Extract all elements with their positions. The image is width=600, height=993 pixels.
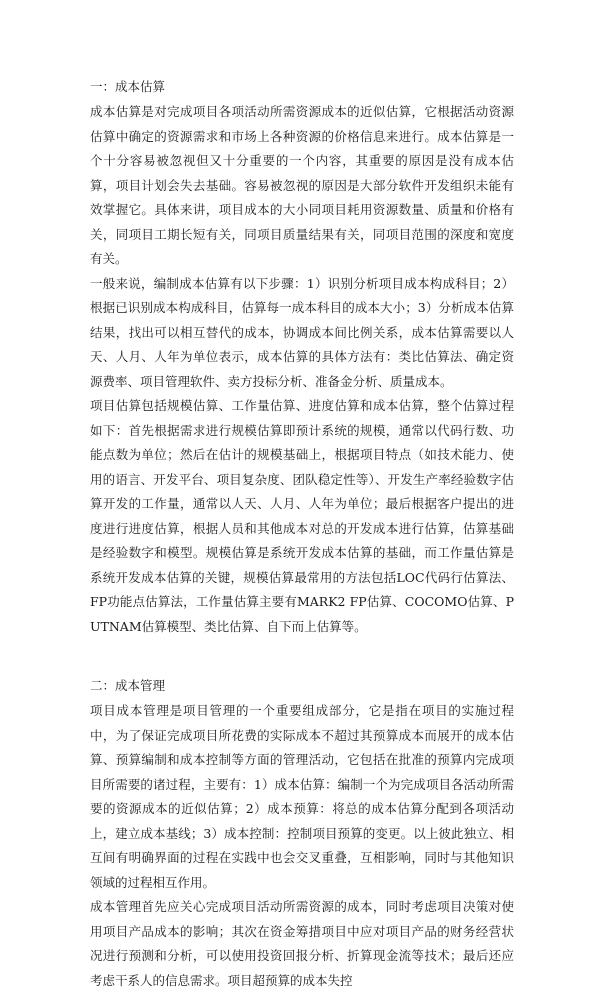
- section-divider-space: [90, 639, 514, 675]
- section-heading-cost-estimation: 一：成本估算: [90, 79, 166, 94]
- paragraph-project-estimation-process: 项目估算包括规模估算、工作量估算、进度估算和成本估算，整个估算过程如下：首先根据需求进行规模估算即预计系统的规模，通常以代码行数、功能点数为单位；然后在估计的规模基础上，根据项目特点（如技术能力、使用的语言、开发平台、项目复杂度、团队稳定性等）、开发生产率经验数字估算开发的工作量，通常以人天、人月、人年为单位；最后根据客户提出的进度进行进度估算，根据人员和其他成本对总的开发成本进行估算，估算基础是经验数字和模型。规模估算是系统开发成本估算的基础，而工作量估算是系统开发成本估算的关键，规模估算最常用的方法包括LOC代码行估算法、FP功能点估算法，工作量估算主要有MARK2 FP估算、COCOMO估算、PUTNAM估算模型、类比估算、自下而上估算等。: [90, 398, 514, 634]
- paragraph-cost-estimation-definition: 成本估算是对完成项目各项活动所需资源成本的近似估算，它根据活动资源估算中确定的资源需求和市场上各种资源的价格信息来进行。成本估算是一个十分容易被忽视但又十分重要的一个内容，其重要的原因是没有成本估算，项目计划会失去基础。容易被忽视的原因是大部分软件开发组织未能有效掌握它。具体来讲，项目成本的大小同项目耗用资源数量、质量和价格有关，同项目工期长短有关，同项目质量结果有关，同项目范围的深度和宽度有关。: [90, 104, 514, 266]
- section-heading-cost-management: 二：成本管理: [90, 678, 166, 693]
- paragraph-cost-estimation-steps: 一般来说，编制成本估算有以下步骤：1）识别分析项目成本构成科目；2）根据已识别成本构成科目，估算每一成本科目的成本大小；3）分析成本估算结果，找出可以相互替代的成本，协调成本间比例关系，成本估算需要以人天、人月、人年为单位表示，成本估算的具体方法有：类比估算法、确定资源费率、项目管理软件、卖方投标分析、准备金分析、质量成本。: [90, 275, 514, 389]
- paragraph-cost-management-concerns: 成本管理首先应关心完成项目活动所需资源的成本，同时考虑项目决策对使用项目产品成本的影响；其次在资金筹措项目中应对项目产品的财务经营状况进行预测和分析，可以使用投资回报分析、折算现金流等技术；最后还应考虑干系人的信息需求。项目超预算的成本失控: [90, 899, 514, 988]
- paragraph-cost-management-definition: 项目成本管理是项目管理的一个重要组成部分，它是指在项目的实施过程中，为了保证完成项目所花费的实际成本不超过其预算成本而展开的成本估算、预算编制和成本控制等方面的管理活动，它包括在批准的预算内完成项目所需要的诸过程，主要有：1）成本估算：编制一个为完成项目各活动所需要的资源成本的近似估算；2）成本预算：将总的成本估算分配到各项活动上，建立成本基线；3）成本控制：控制项目预算的变更。以上彼此独立、相互间有明确界面的过程在实践中也会交叉重叠，互相影响，同时与其他知识领域的过程相互作用。: [90, 703, 514, 890]
